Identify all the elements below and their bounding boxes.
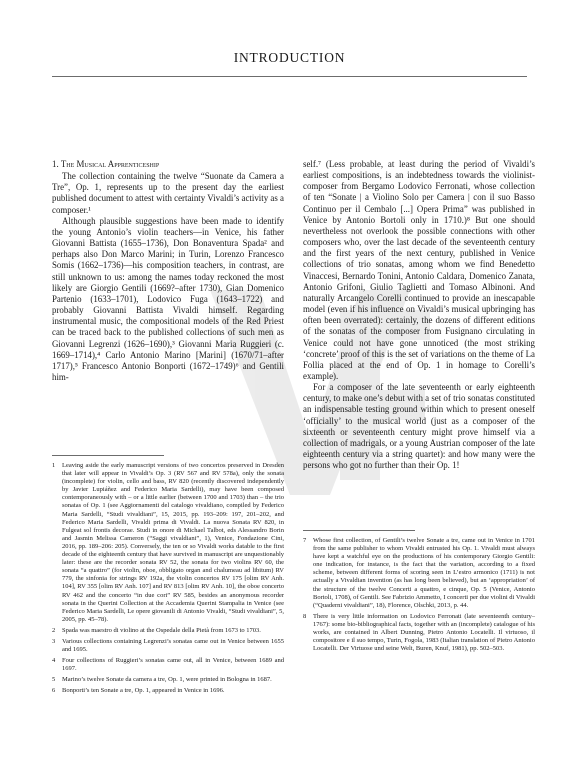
footnote-number: 3: [52, 637, 56, 645]
footnote: [52, 676, 284, 684]
footnote: [303, 537, 535, 610]
section-heading: [52, 159, 284, 170]
footnote-number: 8: [303, 612, 307, 620]
footnote-text: Bonporti’s ten Sonate a tre, Op. 1, appeared in Venice in 1696.: [62, 687, 225, 695]
footnote-number: 7: [303, 537, 307, 544]
footnote-number: 5: [52, 676, 56, 684]
footnote: [52, 657, 284, 673]
footnote: [52, 687, 284, 695]
title-rule: [52, 76, 527, 77]
paragraph: Although plausible suggestions have been made to identify the young Antonio’s violin teachers—in Venice, his father Giovanni Battista (1655–1736), Don Bonaventura Spada² and perhaps also Don Marco Marini; in Turin, Lorenzo Francesco Somis (1662–1736)—his composition teachers, in contrast, are still unknown to us: among the names today reckoned the most likely are Giorgio Gentili (1669?–after 1730), Gian Domenico Partenio (1633–1701), Lodovico Fuga (1643–1722) and probably Giovanni Battista Vivaldi himself. Regarding instrumental music, the compositional models of the Red Priest can be traced back to the published collections of such men as Giovanni Legrenzi (1626–1690),³ Giovanni Maria Ruggieri (c. 1669–1714),⁴ Carlo Antonio Marino [Marini] (1670/71–after 1717),⁵ Francesco Antonio Bonporti (1672–1749)⁶ and Gentili him-: [52, 215, 284, 382]
paragraph: The collection containing the twelve “Suonate da Camera a Tre”, Op. 1, represents up to the present day the earliest published document to attest with certainty Vivaldi’s activity as a composer.¹: [52, 171, 284, 215]
footnote-rule: [52, 455, 164, 456]
footnote-text: Whose first collection, of Gentili’s twelve Sonate a tre, came out in Venice in 1701 from the same publisher to whom Vivaldi entrusted his Op. 1. Vivaldi must always have kept a watchful eye on the productions of his contemporary Giorgio Gentili: one indication, for instance, is the fact that the variation, according to a fixed scheme, between different forms of scoring seen in L’estro armonico (1711) is not actually a Vivaldian invention (as has long been believed), but an ‘appropriation’ of the structure of the twelve Concerti a quattro, e cinque, Op. 5 (Venice, Antonio Bortoli, 1708), of Gentili. See Fabrizio Ammetto, I concerti per due violini di Vivaldi (“Quaderni vivaldiani”, 18), Florence, Olschki, 2013, p. 44.: [313, 537, 535, 609]
footnote-number: 2: [52, 626, 56, 634]
left-column: [52, 159, 284, 383]
paragraph: self.⁷ (Less probable, at least during the period of Vivaldi’s earliest compositions, is an indebtedness towards the violinist-composer from Bergamo Lodovico Ferronati, whose collection of ten “Sonate | a Violino Solo per Camera | con il suo Basso Continuo per il Cembalo [...] Opera Prima” was published in Venice by Antonio Bortoli only in 1710.)⁸ But one should nevertheless not overlook the possible connections with other composers who, over the last decade of the seventeenth century and the first years of the next century, published in Venice collections of trio sonatas, among whom we find Benedetto Vinaccesi, Bernardo Tonini, Antonio Caldara, Domenico Zanata, Antonio Grifoni, Giulio Taglietti and Tomaso Albinoni. And naturally Arcangelo Corelli continued to provide an inescapable model (even if his influence on Vivaldi’s musical upbringing has often been overrated): certainly, the dozens of different editions of the sonatas of the composer from Fusignano circulating in Venice could not have gone unnoticed (the most striking ‘concrete’ proof of this is the set of variations on the theme of La Follia placed at the end of Op. 1 in homage to Corelli’s example).: [303, 159, 535, 381]
footnote-text: Marino’s twelve Sonate da camera a tre, Op. 1, were printed in Bologna in 1687.: [62, 676, 272, 684]
footnote-text: Various collections containing Legrenzi’s sonatas came out in Venice between 1655 and 1695.: [62, 637, 284, 654]
footnote-text: Leaving aside the early manuscript versions of two concertos preserved in Dresden that later will appear in Vivaldi’s Op. 3 (RV 567 and RV 578a), only the sonata (incomplete) for violin, cello and bass, RV 820 (recently discovered independently by Javier Lupiáñez and Federico Maria Sardelli), may have been composed contemporaneously with – or a little earlier (between 1700 and 1703) than – the trio sonatas of Op. 1 (see Aggiornamenti del catalogo vivaldiano, compiled by Federico Maria Sardelli, “Studi vivaldiani”, 15, 2015, pp. 193–209: 197, 201–202, and Federico Maria Sardelli, Vivaldi prima di Vivaldi. La nuova Sonata RV 820, in Fulgeat sol frontis decorae. Studi in onore di Michael Talbot, eds Alessandro Borin and Jasmin Melissa Cameron (“Saggi vivaldiani”, 1), Venice, Fondazione Cini, 2016, pp. 189–206: 205). Conversely, the ten or so Vivaldi works datable to the first decade of the eighteenth century that have survived in manuscript are unquestionably later: these are the recorder sonata RV 52, the sonata for two violins RV 60, the sonata “a quattro” (for violin, oboe, obbligato organ and chalumeau ad libitum) RV 779, the sinfonia for strings RV 192a, the violin concertos RV 175 [olim RV Anh. 104], RV 355 [olim RV Anh. 107] and RV 813 [olim RV Anh. 10], the oboe concerto RV 462 and the concerto “in due cori” RV 585, besides an anonymous recorder sonata in the Querini Collection at the Accademia Querini Stampalia in Venice (see Federico Maria Sardelli, Le opere giovanili di Antonio Vivaldi, “Studi vivaldiani”, 5, 2005, pp. 45–78).: [62, 462, 284, 623]
footnote: [303, 613, 535, 653]
left-footnotes: [52, 455, 284, 699]
paragraph: For a composer of the late seventeenth or early eighteenth century, to make one’s debut with a set of trio sonatas constituted an indispensable testing ground within which to present oneself ‘officially’ to the musical world (just as a composer of the sixteenth or seventeenth century might prove himself via a collection of madrigals, or a young Austrian composer of the late eighteenth century via a string quartet): and how many were the persons who got no further than their Op. 1!: [303, 382, 535, 471]
section-number: 1.: [52, 159, 59, 169]
footnote: [52, 462, 284, 624]
footnote-text: There is very little information on Lodovico Ferronati (late seventeenth century–1767): some bio-bibliographical facts, together with an (incomplete) catalogue of his works, are contained in Albert Dunning, Pietro Antonio Locatelli. Il virtuoso, il compositore e il suo tempo, Turin, Fogola, 1983 (Italian translation of Pietro Antonio Locatelli. Der Virtuose und seine Welt, Buren, Knuf, 1981), pp. 502–503.: [313, 612, 535, 653]
footnote-number: 1: [52, 462, 56, 469]
footnote-number: 6: [52, 687, 56, 695]
section-title: The Musical Apprenticeship: [60, 159, 160, 169]
footnote-text: Spada was maestro di violino at the Ospedale della Pietà from 1673 to 1703.: [62, 626, 261, 634]
right-footnotes: [303, 530, 535, 656]
footnote-number: 4: [52, 657, 56, 665]
footnote-rule: [303, 530, 415, 531]
footnote-text: Four collections of Ruggieri’s sonatas came out, all in Venice, between 1689 and 1697.: [62, 657, 284, 673]
footnote: [52, 627, 284, 635]
right-column: [303, 159, 535, 471]
footnote: [52, 638, 284, 654]
page-title: INTRODUCTION: [233, 50, 346, 65]
